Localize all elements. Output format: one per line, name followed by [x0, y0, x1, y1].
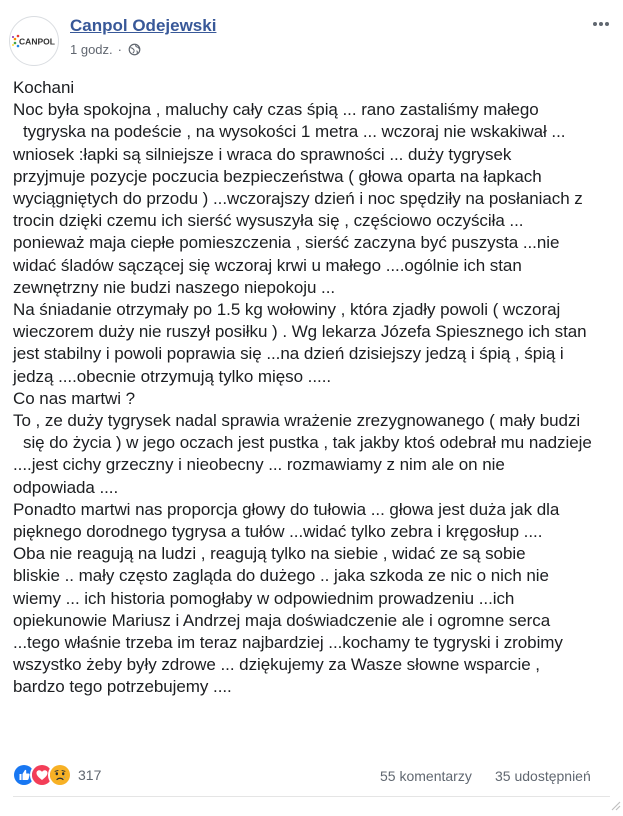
canpol-logo-icon	[10, 17, 58, 65]
globe-icon[interactable]	[128, 43, 141, 56]
post-text-line: Noc była spokojna , maluchy cały czas śpią ... rano zastaliśmy małego	[13, 100, 539, 120]
post-text-line: pięknego dorodnego tygrysa a tułów ...widać tylko zebra i kręgosłup ....	[13, 522, 543, 542]
post-text-line: zewnętrzny nie budzi naszego niepokoju ...	[13, 277, 336, 297]
post-text-line: przyjmuje pozycje poczucia bezpieczeństwa ( głowa oparta na łapkach	[13, 166, 542, 186]
post-text-line: Oba nie reagują na ludzi , reagują tylko na siebie , widać ze są sobie	[13, 544, 526, 564]
post-text-line: widać śladów sączącej się wczoraj krwi u małego ....ogólnie ich stan	[13, 255, 522, 275]
post-text-line: ponieważ maja ciepłe pomieszczenia , sierść zaczyna być puszysta ...nie	[13, 233, 560, 253]
post-text-line: wszystko żeby były zdrowe ... dziękujemy za Wasze słowne wsparcie ,	[13, 655, 540, 675]
sad-reaction-icon	[48, 763, 72, 787]
resize-grip-icon[interactable]	[607, 797, 621, 811]
post-text-line: wniosek :łapki są silniejsze i wraca do sprawności ... duży tygrysek	[13, 144, 512, 164]
post-text-line: się do życia ) w jego oczach jest pustka , tak jakby ktoś odebrał mu nadzieje	[23, 433, 592, 453]
reaction-count[interactable]: 317	[78, 767, 102, 783]
post-text-line: bliskie .. mały często zagląda do dużego .. jaka szkoda ze nic o nich nie	[13, 566, 549, 586]
page-avatar[interactable]	[9, 16, 59, 66]
post-text-line: ...tego właśnie trzeba im teraz najbardziej ...kochamy te tygryski i zrobimy	[13, 633, 563, 653]
post-text-line: ....jest cichy grzeczny i nieobecny ... rozmawiamy z nim ale on nie	[13, 455, 505, 475]
post-meta	[70, 42, 141, 57]
comments-count-link[interactable]: 55 komentarzy	[380, 768, 472, 784]
more-options-button[interactable]	[591, 14, 611, 34]
post-text-line: jest stabilny i powoli poprawia się ...na dzień dzisiejszy jedzą i śpią , śpią i	[13, 344, 564, 364]
page-name-link[interactable]: Canpol Odejewski	[70, 16, 217, 35]
post-timestamp[interactable]: 1 godz.	[70, 42, 113, 57]
shares-count-link[interactable]: 35 udostępnień	[495, 768, 591, 784]
meta-separator: ·	[117, 42, 122, 57]
svg-text:CANPOL: CANPOL	[19, 36, 55, 47]
post-text-line: wiemy ... ich historia pomogłaby w odpowiednim prowadzeniu ...ich	[13, 588, 515, 608]
reactions-summary[interactable]	[14, 765, 101, 785]
post-text-line: tygryska na podeście , na wysokości 1 metra ... wczoraj nie wskakiwał ...	[23, 122, 566, 142]
more-dots-icon	[591, 14, 611, 34]
post-text-line: Ponadto martwi nas proporcja głowy do tułowia ... głowa jest duża jak dla	[13, 499, 560, 519]
post-text-line: wyciągniętych do przodu ) ...wczorajszy dzień i noc spędziły na posłaniach z	[13, 189, 583, 209]
post-text-line: jedzą ....obecnie otrzymują tylko mięso .....	[13, 366, 332, 386]
post-text-line: odpowiada ....	[13, 477, 119, 497]
post-footer	[0, 760, 623, 790]
post-text-line: Na śniadanie otrzymały po 1.5 kg wołowiny , która zjadły powoli ( wczoraj	[13, 300, 561, 320]
post-text-line: Kochani	[13, 78, 75, 97]
post-text-line: opiekunowie Mariusz i Andrzej maja doświadczenie ale i ogromne serca	[13, 610, 551, 630]
post-text-line: wieczorem duży nie ruszył posiłku ) . Wg lekarza Józefa Spiesznego ich stan	[13, 322, 587, 342]
post-text-line: bardzo tego potrzebujemy ....	[13, 677, 232, 697]
post-header	[0, 0, 623, 70]
footer-divider	[13, 796, 610, 797]
post-text-line: To , ze duży tygrysek nadal sprawia wrażenie zrezygnowanego ( mały budzi	[13, 411, 581, 431]
post-text-line: Co nas martwi ?	[13, 388, 136, 408]
post-body-text	[13, 77, 613, 699]
post-text-line: trocin dzięki czemu ich sierść wysuszyła się , częściowo oczyściła ...	[13, 211, 524, 231]
